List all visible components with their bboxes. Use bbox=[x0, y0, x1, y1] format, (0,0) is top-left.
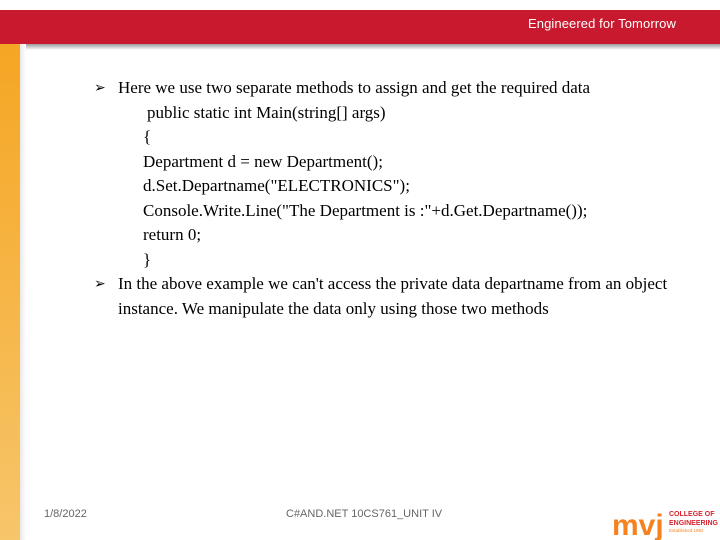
code-line: return 0; bbox=[143, 225, 202, 244]
logo-line1: COLLEGE OF bbox=[669, 511, 715, 518]
bullet-item bbox=[88, 76, 688, 101]
code-line: Department d = new Department(); bbox=[143, 151, 383, 171]
header-tagline: Engineered for Tomorrow bbox=[527, 16, 676, 31]
bullet-text: In the above example we can't access the private data departname from an object instance. We manipulate the data only using those two methods bbox=[118, 274, 668, 318]
logo-line3: Established 1982 bbox=[669, 528, 704, 533]
footer-date: 1/8/2022 bbox=[44, 508, 87, 520]
code-block bbox=[88, 101, 688, 273]
logo-line2: ENGINEERING bbox=[669, 520, 719, 527]
college-logo bbox=[612, 504, 720, 540]
arrow-bullet-icon: ➢ bbox=[94, 276, 106, 292]
left-stripe-shadow bbox=[20, 44, 26, 540]
bullet-text: Here we use two separate methods to assign and get the required data bbox=[118, 78, 591, 97]
code-line: { bbox=[143, 127, 152, 146]
code-line: public static int Main(string[] args) bbox=[147, 102, 386, 122]
code-line: d.Set.Departname("ELECTRONICS"); bbox=[143, 176, 410, 195]
header-shadow bbox=[0, 44, 720, 50]
logo-brand: mvj bbox=[612, 509, 664, 540]
arrow-bullet-icon: ➢ bbox=[94, 80, 106, 96]
code-line: } bbox=[143, 249, 152, 269]
code-line: Console.Write.Line("The Department is :"+d.Get.Departname()); bbox=[143, 200, 588, 220]
footer-course: C#AND.NET 10CS761_UNIT IV bbox=[286, 508, 443, 520]
left-accent-stripe bbox=[0, 44, 20, 540]
slide-content bbox=[88, 76, 688, 321]
bullet-item bbox=[88, 272, 688, 321]
